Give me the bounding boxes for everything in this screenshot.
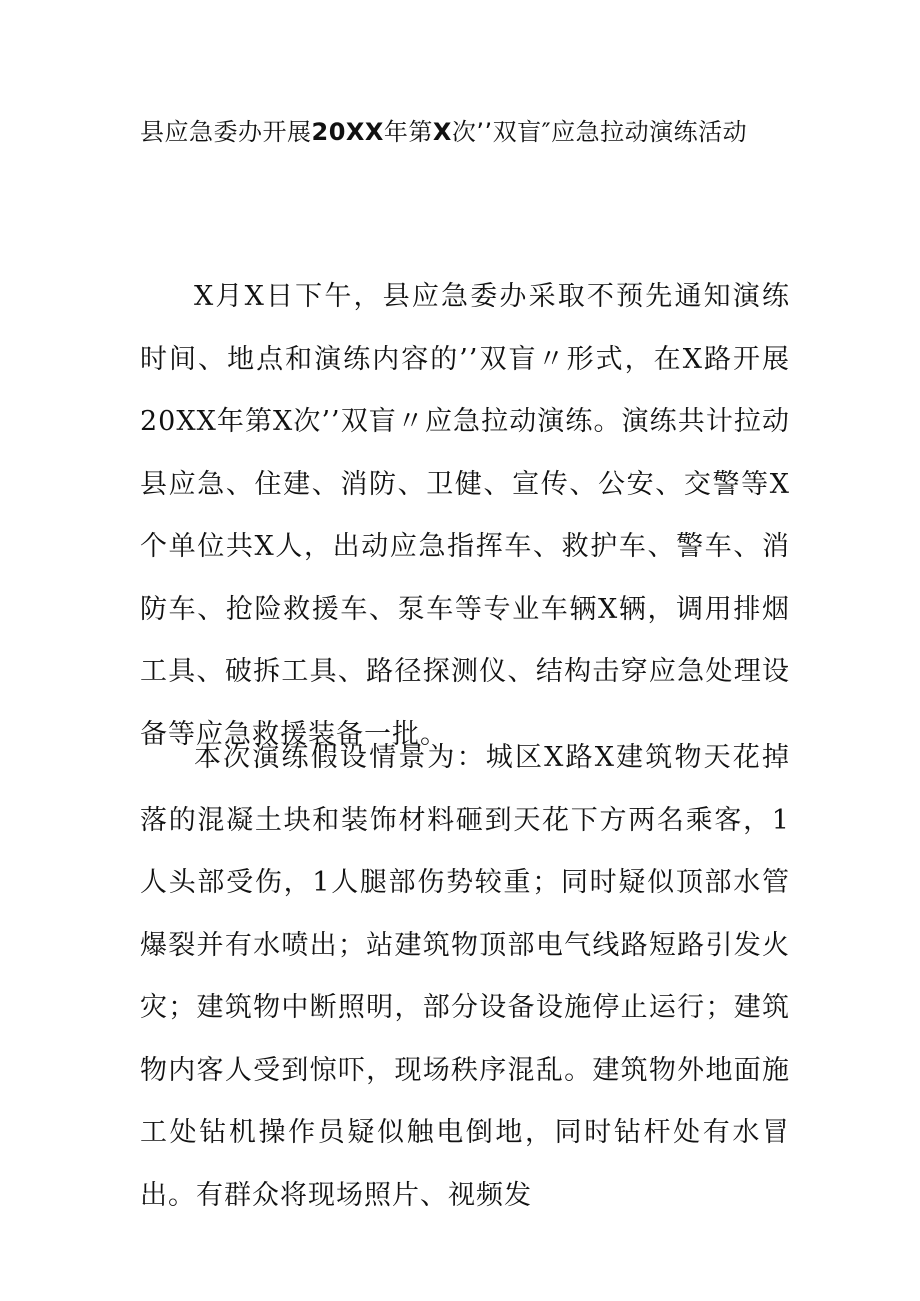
title-part-year: 20XX (311, 118, 384, 146)
title-part-1: 县应急委办开展 (140, 118, 312, 146)
body-paragraph-1: X月X日下午，县应急委办采取不预先通知演练时间、地点和演练内容的’’双盲〃形式，在X路开展20XX年第X次’’双盲〃应急拉动演练。演练共计拉动县应急、住建、消防、卫健、宣传、公安、交警等X个单位共X人，出动应急指挥车、救护车、警车、消防车、抢险救援车、泵车等专业车辆X辆，调用排烟工具、破拆工具、路径探测仪、结构击穿应急处理设备等应急救援装备一批。 (140, 281, 790, 750)
body-paragraph-2: 本次演练假设情景为：城区X路X建筑物天花掉落的混凝土块和装饰材料砸到天花下方两名乘客，1人头部受伤，1人腿部伤势较重；同时疑似顶部水管爆裂并有水喷出；站建筑物顶部电气线路短路引发火灾；建筑物中断照明，部分设备设施停止运行；建筑物内客人受到惊吓，现场秩序混乱。建筑物外地面施工处钻机操作员疑似触电倒地，同时钻杆处有水冒出。有群众将现场照片、视频发 (140, 742, 790, 1211)
title-part-number: X (432, 118, 452, 146)
title-part-3: 次’’双盲″应急拉动演练活动 (451, 118, 748, 146)
document-title (140, 112, 800, 152)
title-part-2: 年第 (383, 118, 433, 146)
